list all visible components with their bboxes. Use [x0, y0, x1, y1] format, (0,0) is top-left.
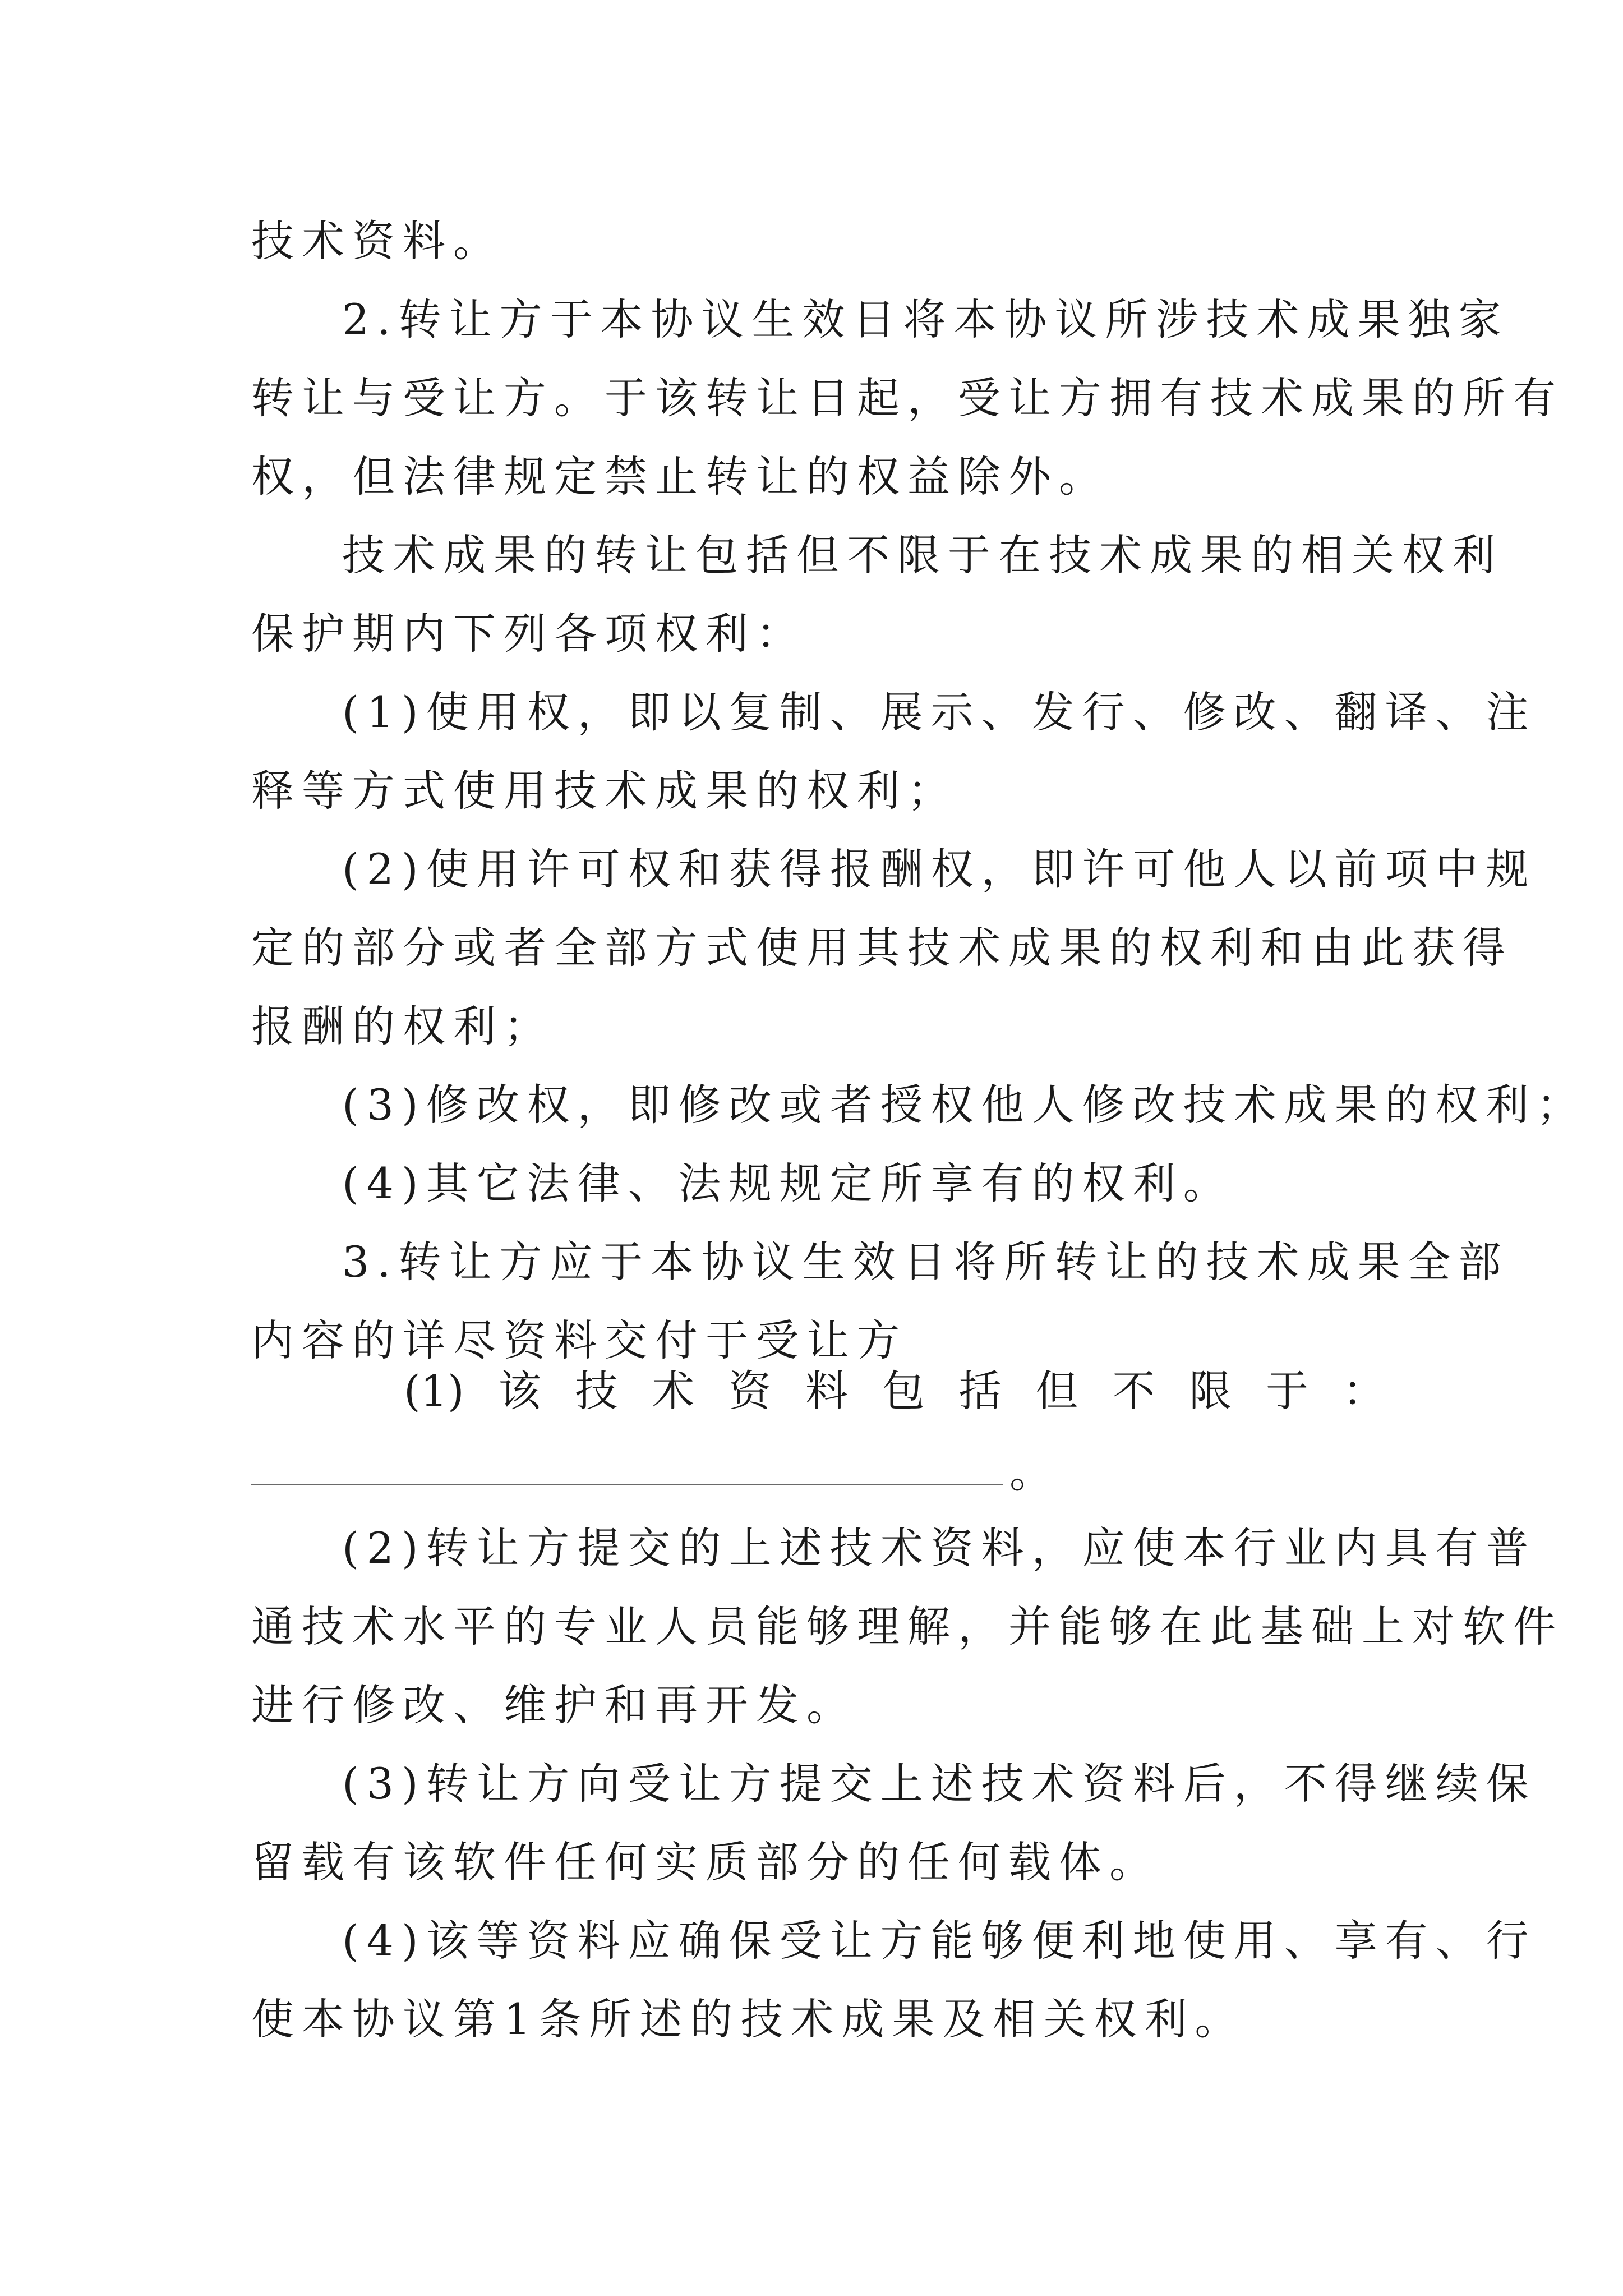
- text-line: 进行修改、维护和再开发。: [251, 1680, 857, 1730]
- text-line: (3)修改权，即修改或者授权他人修改技术成果的权利；: [342, 1080, 1587, 1130]
- text-line: 定的部分或者全部方式使用其技术成果的权利和由此获得: [251, 923, 1513, 973]
- text-line: 释等方式使用技术成果的权利；: [251, 766, 958, 816]
- text-line: 使本协议第1条所述的技术成果及相关权利。: [251, 1994, 1246, 2044]
- text-line: (2)转让方提交的上述技术资料，应使本行业内具有普: [342, 1523, 1537, 1573]
- text-line: (1)使用权，即以复制、展示、发行、修改、翻译、注: [342, 687, 1537, 737]
- spread-char: 技: [575, 1366, 618, 1416]
- spread-text-line: [404, 1355, 1385, 1428]
- spread-char: 不: [1112, 1366, 1155, 1416]
- spread-char: 料: [805, 1366, 848, 1416]
- spread-char: (1): [404, 1366, 464, 1416]
- text-line: (2)使用许可权和获得报酬权，即许可他人以前项中规: [342, 844, 1537, 894]
- text-line: 报酬的权利；: [251, 1001, 554, 1051]
- text-line: 2.转让方于本协议生效日将本协议所涉技术成果独家: [342, 295, 1509, 344]
- text-line: 技术成果的转让包括但不限于在技术成果的相关权利: [342, 530, 1503, 580]
- text-line: 留载有该软件任何实质部分的任何载体。: [251, 1837, 1160, 1887]
- spread-char: ：: [1342, 1366, 1385, 1416]
- blank-end-punctuation: 。: [1009, 1447, 1052, 1497]
- text-line: 内容的详尽资料交付于受让方: [251, 1315, 907, 1365]
- text-line: 技术资料。: [251, 216, 504, 266]
- fill-in-blank-line: [251, 1484, 1003, 1485]
- text-line: 权，但法律规定禁止转让的权益除外。: [251, 452, 1109, 501]
- text-line: (4)该等资料应确保受让方能够便利地使用、享有、行: [342, 1916, 1537, 1966]
- text-line: 转让与受让方。于该转让日起，受让方拥有技术成果的所有: [251, 373, 1564, 423]
- text-line: 通技术水平的专业人员能够理解，并能够在此基础上对软件: [251, 1602, 1564, 1651]
- text-line: 保护期内下列各项权利：: [251, 609, 806, 659]
- spread-char: 资: [728, 1366, 772, 1416]
- spread-char: 包: [882, 1366, 925, 1416]
- spread-char: 限: [1189, 1366, 1232, 1416]
- spread-char: 但: [1035, 1366, 1078, 1416]
- spread-char: 于: [1266, 1366, 1309, 1416]
- text-line: (4)其它法律、法规规定所享有的权利。: [342, 1158, 1234, 1208]
- spread-char: 该: [498, 1366, 541, 1416]
- text-line: (3)转让方向受让方提交上述技术资料后，不得继续保: [342, 1759, 1537, 1809]
- spread-char: 括: [958, 1366, 1002, 1416]
- text-line: 3.转让方应于本协议生效日将所转让的技术成果全部: [342, 1237, 1509, 1287]
- spread-char: 术: [652, 1366, 695, 1416]
